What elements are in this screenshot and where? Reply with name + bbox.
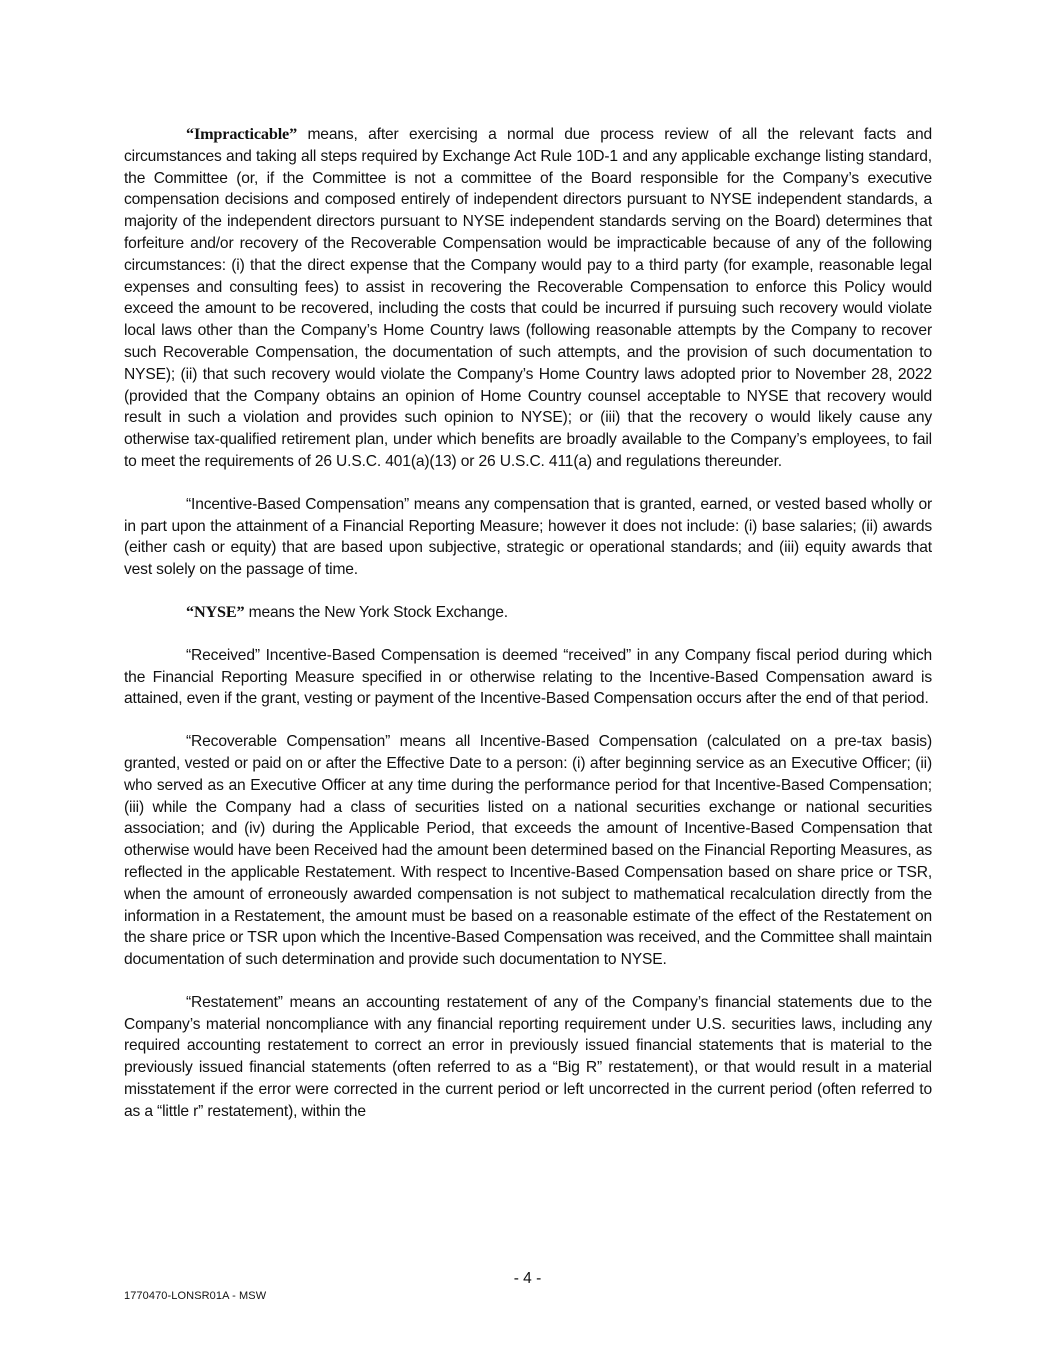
definition-restatement bbox=[124, 992, 932, 1123]
term-recoverable-compensation: “Recoverable Compensation” bbox=[186, 733, 391, 751]
definition-nyse bbox=[124, 602, 932, 624]
term-incentive-based-compensation: “Incentive-Based Compensation” bbox=[186, 495, 410, 513]
definition-text-incentive-based-compensation: means any compensation that is granted, earned, or vested based wholly or in part upon the attainment of a Financial Reporting Measure; however it does not include: (i) base salaries; (ii) awards (either cash or equity) that are based upon subjective, strategic or operational standards; and (iii) equity awards that vest solely on the passage of time. bbox=[124, 495, 933, 579]
definition-incentive-based-compensation bbox=[124, 494, 932, 581]
definition-text-received: Incentive-Based Compensation is deemed “received” in any Company fiscal period during which the Financial Reporting Measure specified in or otherwise relating to the Incentive-Based Compensation award is attained, even if the grant, vesting or payment of the Incentive-Based Compensation occurs after the end of that period. bbox=[124, 646, 932, 708]
definition-text-impracticable: means, after exercising a normal due process review of all the relevant facts and circumstances and taking all steps required by Exchange Act Rule 10D-1 and any applicable exchange listing standard, the Committee (or, if the Committee is not a committee of the Board responsible for the Company’s executive compensation decisions and composed entirely of independent directors pursuant to NYSE independent standards, a majority of the independent directors pursuant to NYSE independent standards serving on the Board) determines that forfeiture and/or recovery of the Recoverable Compensation would be impracticable because of any of the following circumstances: (i) that the direct expense that the Company would pay to a third party (for example, reasonable legal expenses and consulting fees) to assist in recovering the Recoverable Compensation to enforce this Policy would exceed the amount to be recovered, including the costs that could be incurred if pursuing such recovery would violate local laws other than the Company’s Home Country laws (following reasonable attempts by the Company to recover such Recoverable Compensation, the documentation of such attempts, and the provision of such documentation to NYSE); (ii) that such recovery would violate the Company’s Home Country laws adopted prior to November 28, 2022 (provided that the Company obtains an opinion of Home Country counsel acceptable to NYSE that recovery would result in such a violation and provides such opinion to NYSE); or (iii) that the recovery o would likely cause any otherwise tax-qualified retirement plan, under which benefits are broadly available to the Company’s employees, to fail to meet the requirements of 26 U.S.C. 401(a)(13) or 26 U.S.C. 411(a) and regulations thereunder. bbox=[124, 126, 932, 470]
definition-text-recoverable-compensation: means all Incentive-Based Compensation (calculated on a pre-tax basis) granted, vested or paid on or after the Effective Date to a person: (i) after beginning service as an Executive Officer; (ii) who served as an Executive Officer at any time during the performance period for that Incentive-Based Compensation; (iii) while the Company had a class of securities listed on a national securities exchange or national securities association; and (iv) during the Applicable Period, that exceeds the amount of Incentive-Based Compensation that otherwise would have been Received had the amount been determined based on the Financial Reporting Measures, as reflected in the applicable Restatement. With respect to Incentive-Based Compensation based on share price or TSR, when the amount of erroneously awarded compensation is not subject to mathematical recalculation directly from the information in a Restatement, the amount must be based on a reasonable estimate of the effect of the Restatement on the share price or TSR upon which the Incentive-Based Compensation was received, and the Committee shall maintain documentation of such determination and provide such documentation to NYSE. bbox=[124, 733, 933, 969]
definitions-body bbox=[124, 124, 932, 1144]
term-impracticable: “Impracticable” bbox=[186, 125, 298, 143]
document-id: 1770470-LONSR01A - MSW bbox=[124, 1290, 267, 1302]
page-number: - 4 - bbox=[513, 1270, 542, 1287]
definition-recoverable-compensation bbox=[124, 731, 932, 971]
definition-text-nyse: means the New York Stock Exchange. bbox=[244, 603, 508, 621]
term-received: “Received” bbox=[186, 646, 260, 664]
term-restatement: “Restatement” bbox=[186, 993, 283, 1011]
definition-impracticable bbox=[124, 124, 932, 473]
definition-received bbox=[124, 645, 932, 710]
definition-text-restatement: means an accounting restatement of any of the Company’s financial statements due to the Company’s material noncompliance with any financial reporting requirement under U.S. securities laws, including any required accounting restatement to correct an error in previously issued financial statements that is material to the previously issued financial statements (often referred to as a “Big R” restatement), or that would result in a material misstatement if the error were corrected in the current period or left uncorrected in the current period (often referred to as a “little r” restatement), within the bbox=[124, 993, 932, 1120]
term-nyse: “NYSE” bbox=[186, 602, 245, 621]
